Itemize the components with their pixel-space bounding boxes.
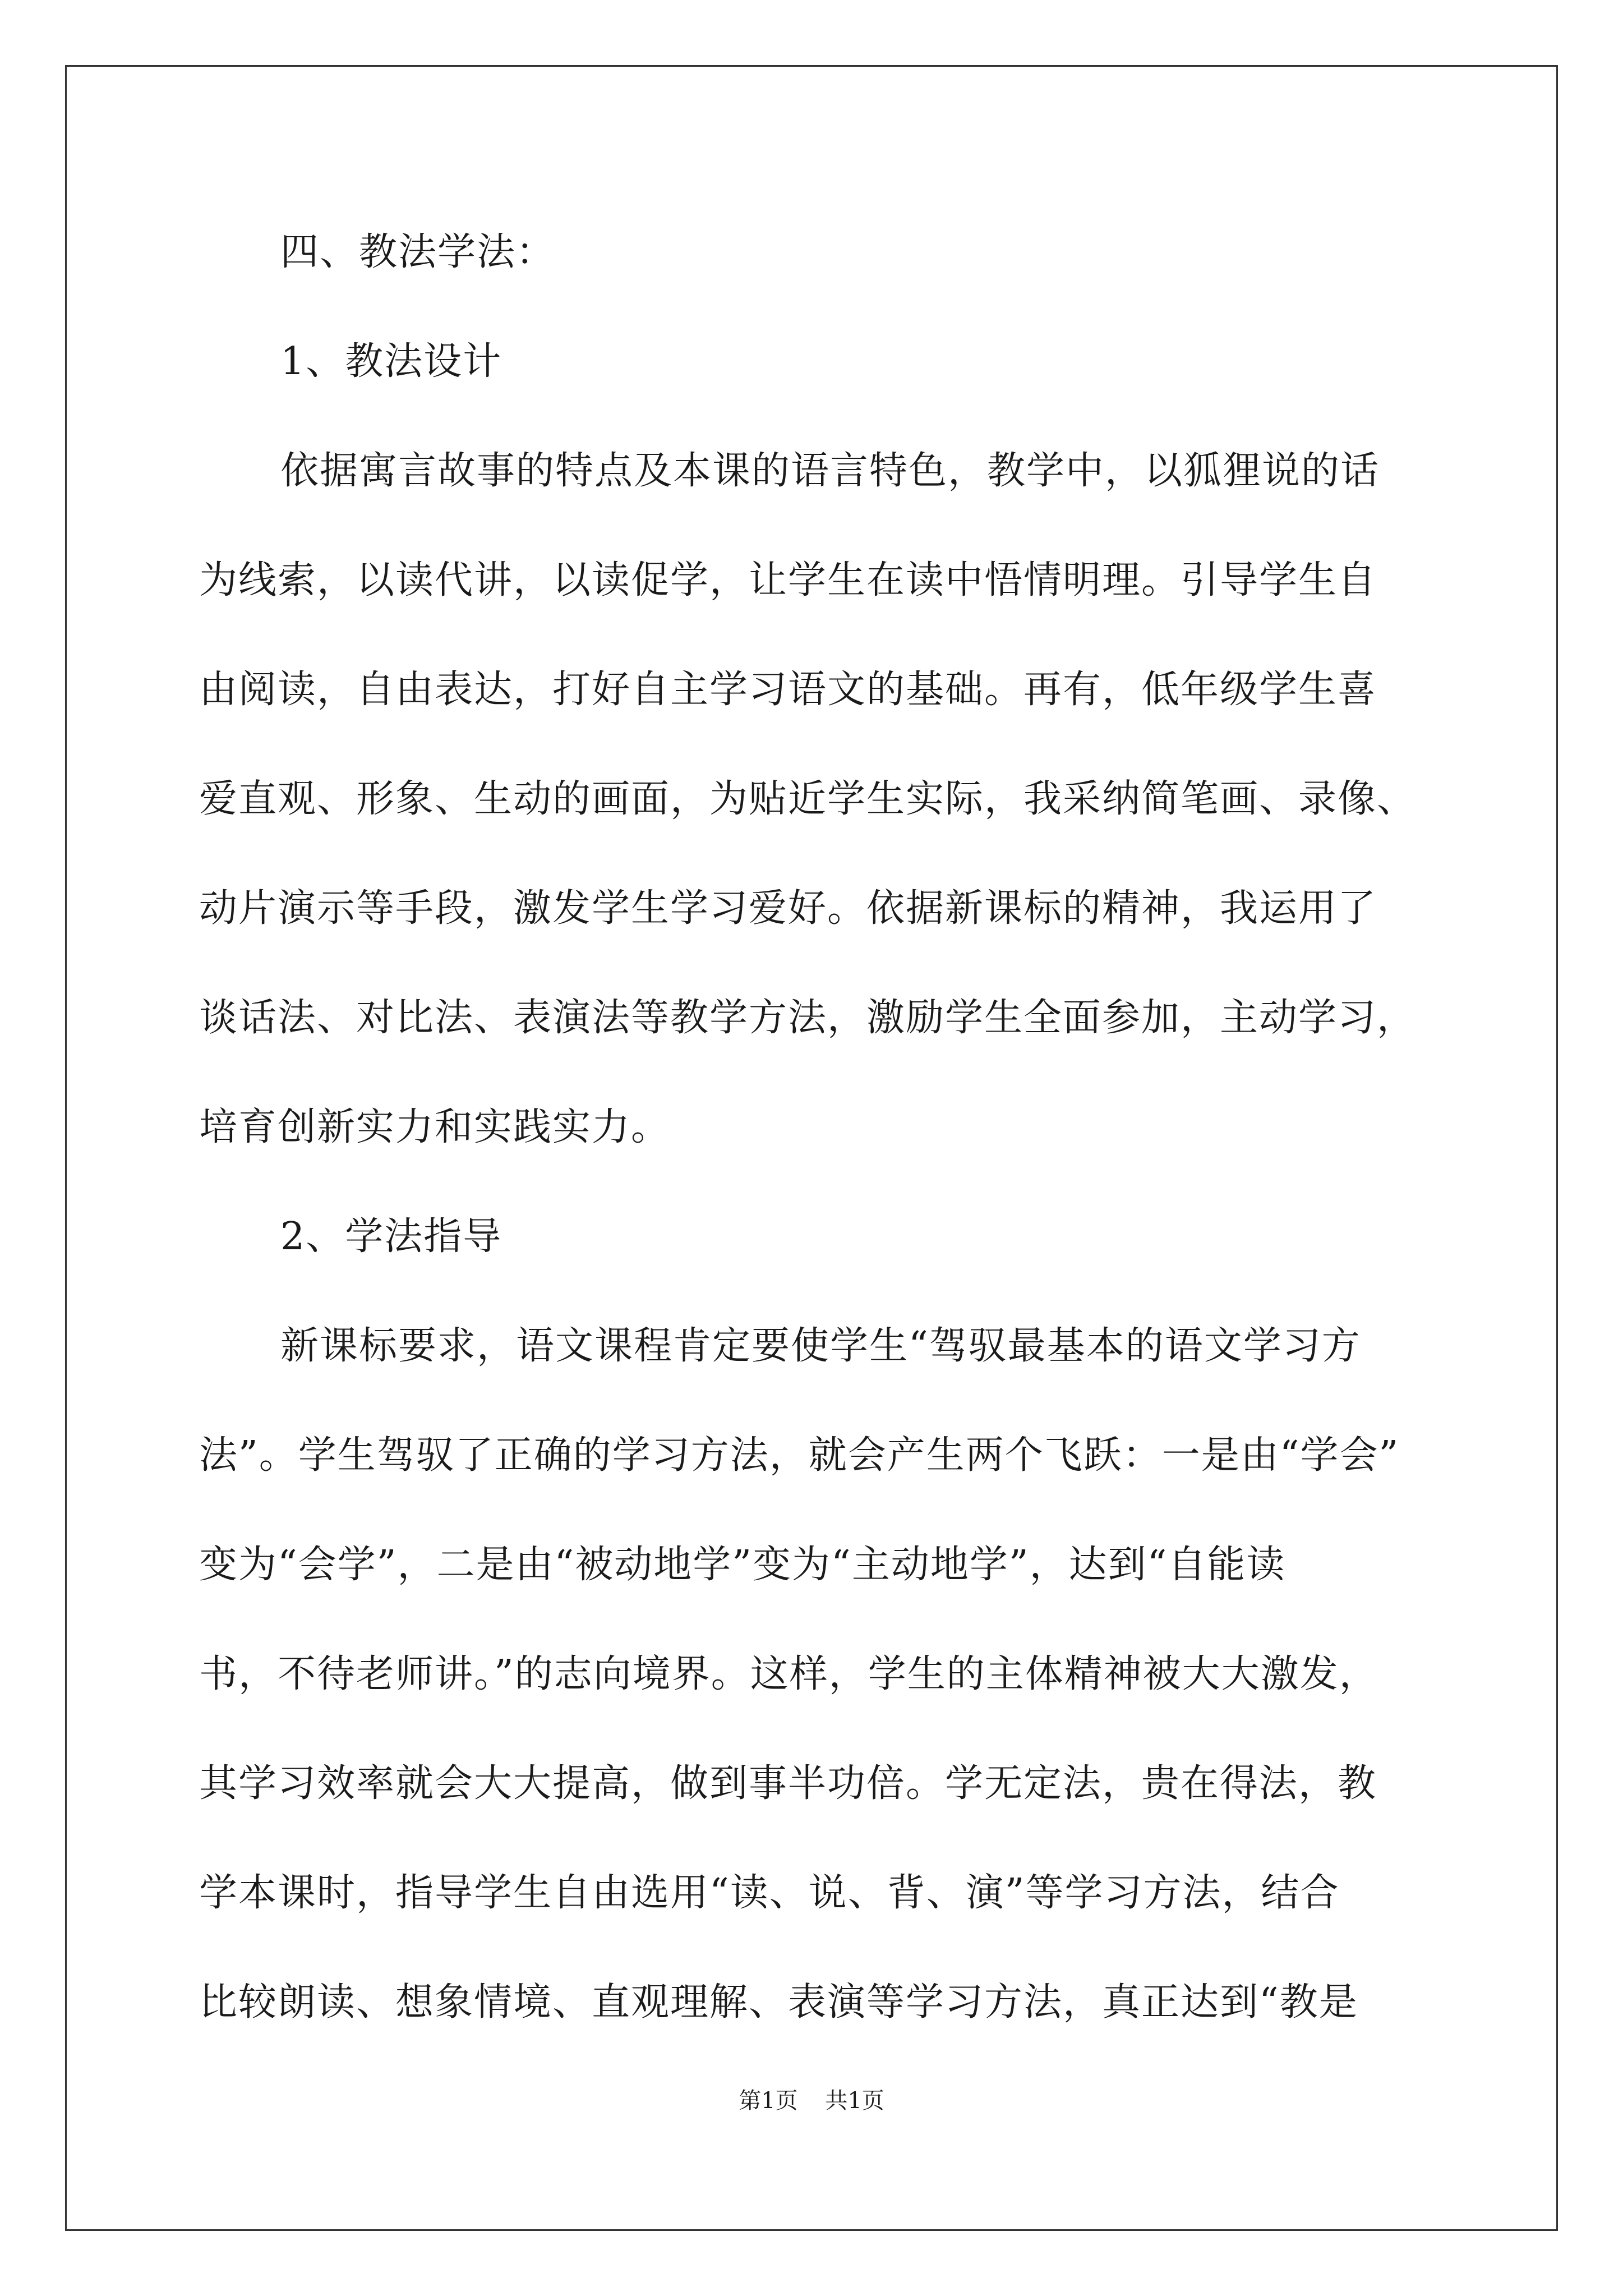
subsection-heading: 2、学法指导: [280, 1214, 502, 1259]
paragraph-line: 变为“会学”，二是由“被动地学”变为“主动地学”，达到“自能读: [199, 1543, 1286, 1587]
page-number: 第1页: [739, 2088, 798, 2114]
subsection-heading: 1、教法设计: [280, 339, 502, 384]
paragraph-line: 由阅读，自由表达，打好自主学习语文的基础。再有，低年级学生喜: [199, 668, 1377, 712]
section-heading: 四、教法学法：: [280, 230, 556, 274]
paragraph-line: 比较朗读、想象情境、直观理解、表演等学习方法，真正达到“教是: [199, 1980, 1358, 2024]
paragraph-line: 爱直观、形象、生动的画面，为贴近学生实际，我采纳简笔画、录像、: [199, 777, 1417, 821]
page-total: 共1页: [825, 2088, 884, 2114]
paragraph-line: 动片演示等手段，激发学生学习爱好。依据新课标的精神，我运用了: [199, 886, 1377, 931]
paragraph-line: 培育创新实力和实践实力。: [199, 1105, 671, 1149]
paragraph-line: 其学习效率就会大大提高，做到事半功倍。学无定法，贵在得法，教: [199, 1761, 1377, 1806]
paragraph-line: 依据寓言故事的特点及本课的语言特色，教学中，以狐狸说的话: [280, 449, 1380, 493]
paragraph-line: 书，不待老师讲。”的志向境界。这样，学生的主体精神被大大激发，: [199, 1652, 1378, 1696]
paragraph-line: 法”。学生驾驭了正确的学习方法，就会产生两个飞跃：一是由“学会”: [199, 1433, 1400, 1478]
paragraph-line: 新课标要求，语文课程肯定要使学生“驾驭最基本的语文学习方: [280, 1324, 1361, 1368]
paragraph-line: 谈话法、对比法、表演法等教学方法，激励学生全面参加，主动学习，: [199, 996, 1417, 1040]
paragraph-line: 为线索，以读代讲，以读促学，让学生在读中悟情明理。引导学生自: [199, 558, 1377, 602]
document-body: [199, 222, 1433, 2081]
page-footer: [0, 2084, 1623, 2118]
paragraph-line: 学本课时，指导学生自由选用“读、说、背、演”等学习方法，结合: [199, 1871, 1340, 1915]
